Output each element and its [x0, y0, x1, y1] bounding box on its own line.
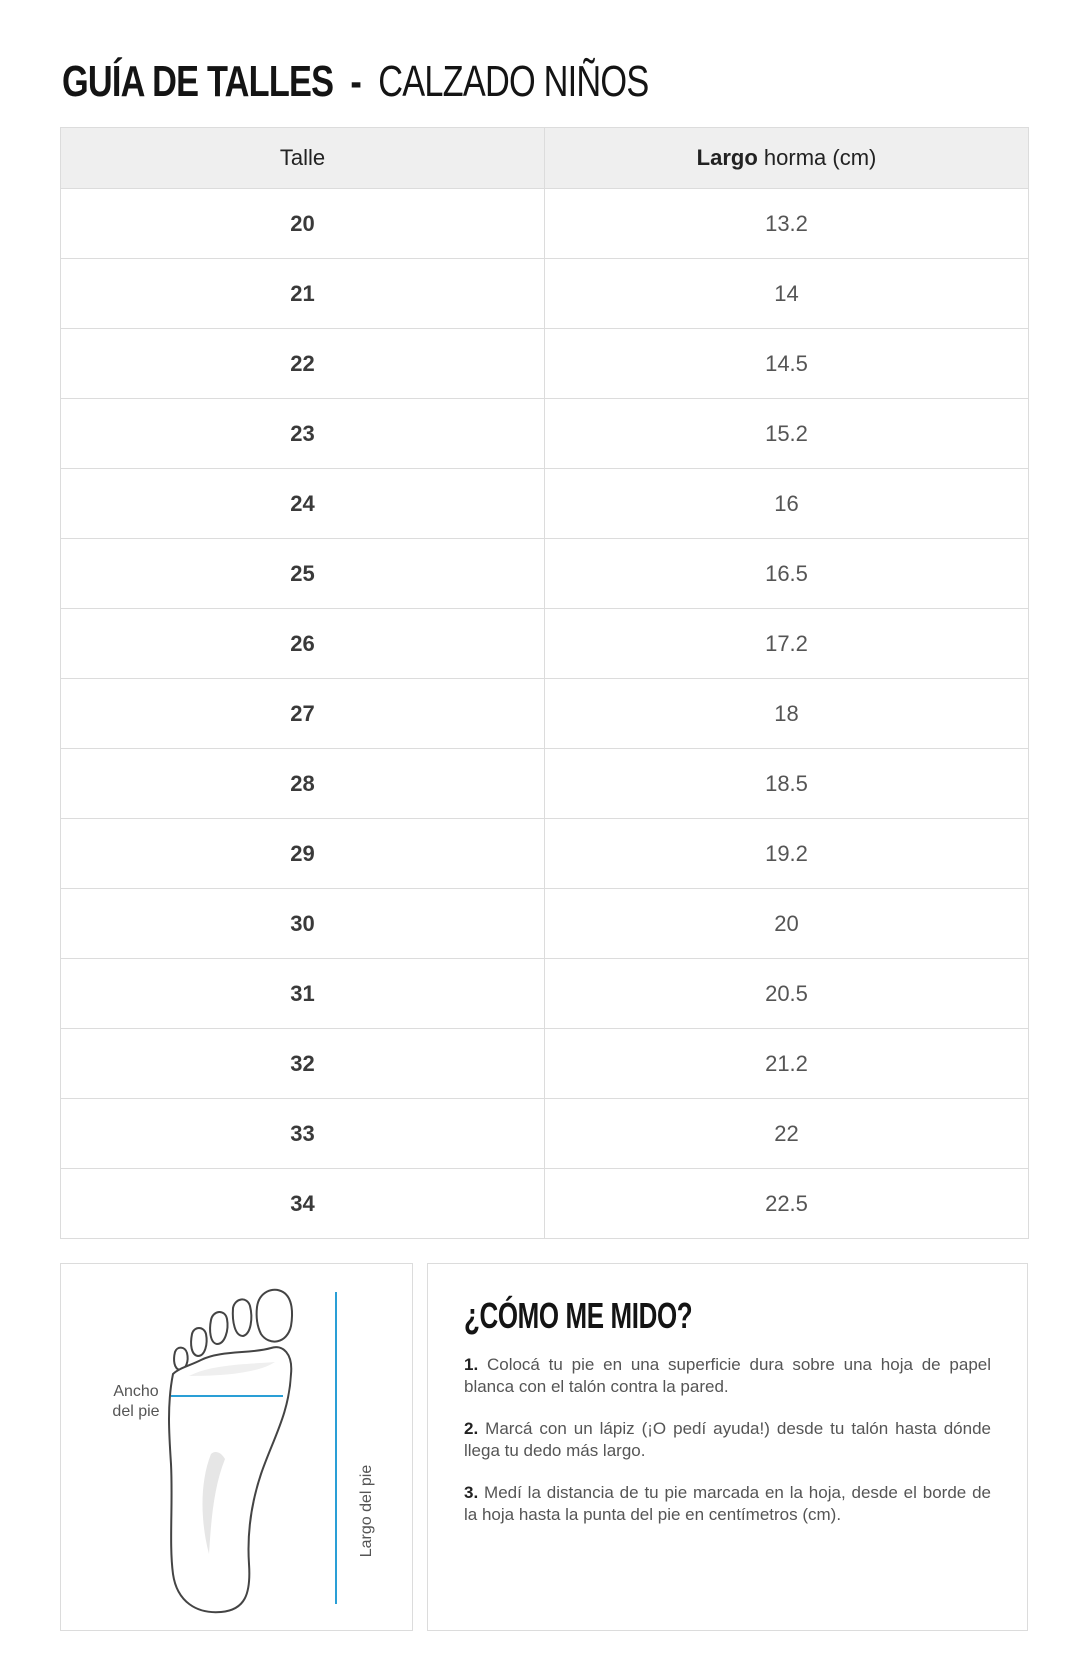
foot-outline-icon: [61, 1264, 412, 1630]
step-3: [464, 1482, 991, 1526]
size-table-body: [61, 189, 1029, 1239]
toe-4-shape: [191, 1328, 207, 1356]
talle-cell: 26: [61, 609, 545, 679]
size-table: [60, 127, 1029, 1239]
table-row: [61, 189, 1029, 259]
header-talle: Talle: [61, 128, 545, 189]
step-2-text: Marcá con un lápiz (¡O pedí ayuda!) desde tu talón hasta dónde llega tu dedo más largo.: [464, 1419, 991, 1460]
header-largo-rest: horma (cm): [757, 145, 877, 170]
length-label: Largo del pie: [358, 1464, 375, 1558]
largo-cell: 20: [545, 889, 1029, 959]
talle-cell: 24: [61, 469, 545, 539]
talle-cell: 25: [61, 539, 545, 609]
talle-cell: 28: [61, 749, 545, 819]
table-row: [61, 889, 1029, 959]
largo-cell: 19.2: [545, 819, 1029, 889]
table-row: [61, 609, 1029, 679]
largo-cell: 18.5: [545, 749, 1029, 819]
talle-cell: 27: [61, 679, 545, 749]
toe-3-shape: [210, 1312, 227, 1344]
table-row: [61, 399, 1029, 469]
title-main: GUÍA DE TALLES: [62, 57, 334, 106]
talle-cell: 32: [61, 1029, 545, 1099]
table-row: [61, 1029, 1029, 1099]
largo-cell: 20.5: [545, 959, 1029, 1029]
step-1: [464, 1354, 991, 1398]
big-toe-shape: [257, 1290, 292, 1342]
toe-2-shape: [233, 1299, 252, 1336]
table-header-row: [61, 128, 1029, 189]
largo-cell: 16: [545, 469, 1029, 539]
step-3-number: 3.: [464, 1483, 479, 1502]
table-row: [61, 749, 1029, 819]
talle-cell: 20: [61, 189, 545, 259]
how-to-measure-box: [427, 1263, 1028, 1631]
largo-cell: 16.5: [545, 539, 1029, 609]
largo-cell: 22: [545, 1099, 1029, 1169]
table-row: [61, 259, 1029, 329]
how-to-measure-title: ¿CÓMO ME MIDO?: [464, 1295, 693, 1336]
talle-cell: 23: [61, 399, 545, 469]
table-row: [61, 1099, 1029, 1169]
foot-diagram: [60, 1263, 413, 1631]
largo-cell: 18: [545, 679, 1029, 749]
largo-cell: 14.5: [545, 329, 1029, 399]
step-1-text: Colocá tu pie en una superficie dura sobre una hoja de papel blanca con el talón contra la pared.: [464, 1355, 991, 1396]
largo-cell: 14: [545, 259, 1029, 329]
talle-cell: 31: [61, 959, 545, 1029]
sole-shape: [169, 1347, 291, 1612]
largo-cell: 15.2: [545, 399, 1029, 469]
talle-cell: 34: [61, 1169, 545, 1239]
width-label-line1: Ancho: [113, 1383, 159, 1400]
title-separator: -: [350, 57, 362, 106]
talle-cell: 33: [61, 1099, 545, 1169]
page-title: [62, 52, 648, 112]
largo-cell: 21.2: [545, 1029, 1029, 1099]
table-row: [61, 959, 1029, 1029]
table-row: [61, 1169, 1029, 1239]
title-subtitle: CALZADO NIÑOS: [378, 57, 649, 106]
table-row: [61, 329, 1029, 399]
table-row: [61, 679, 1029, 749]
largo-cell: 22.5: [545, 1169, 1029, 1239]
talle-cell: 30: [61, 889, 545, 959]
largo-cell: 17.2: [545, 609, 1029, 679]
header-largo: [545, 128, 1029, 189]
step-1-number: 1.: [464, 1355, 479, 1374]
step-3-text: Medí la distancia de tu pie marcada en la hoja, desde el borde de la hoja hasta la punta del pie en centímetros (cm).: [464, 1483, 991, 1524]
talle-cell: 22: [61, 329, 545, 399]
talle-cell: 29: [61, 819, 545, 889]
table-row: [61, 469, 1029, 539]
width-label: [91, 1382, 181, 1422]
table-row: [61, 819, 1029, 889]
header-largo-bold: Largo: [696, 145, 758, 170]
width-label-line2: del pie: [112, 1403, 160, 1420]
table-row: [61, 539, 1029, 609]
step-2: [464, 1418, 991, 1462]
step-2-number: 2.: [464, 1419, 479, 1438]
talle-cell: 21: [61, 259, 545, 329]
largo-cell: 13.2: [545, 189, 1029, 259]
